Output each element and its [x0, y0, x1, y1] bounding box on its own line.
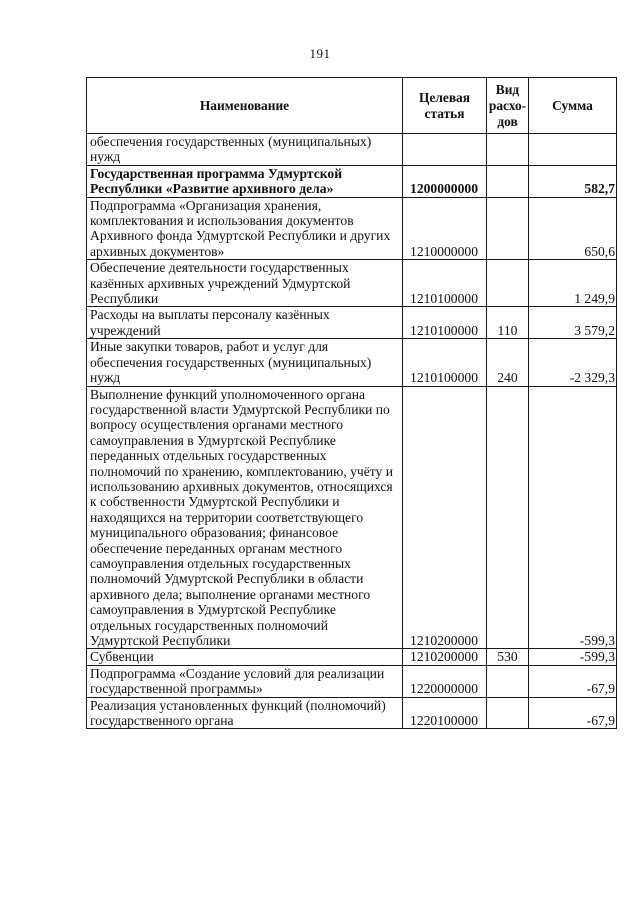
row-code: 1210000000	[403, 197, 487, 260]
row-type	[487, 697, 529, 729]
row-code: 1200000000	[403, 165, 487, 197]
table-row	[87, 260, 617, 307]
row-code	[403, 134, 487, 166]
header-type: Вид расхо-дов	[487, 78, 529, 134]
row-sum: 1 249,9	[529, 260, 617, 307]
row-sum: -67,9	[529, 697, 617, 729]
table-row	[87, 339, 617, 386]
row-sum: -2 329,3	[529, 339, 617, 386]
table-header	[87, 78, 617, 134]
row-name: Расходы на выплаты персоналу казённых учреждений	[87, 307, 403, 339]
row-code: 1210100000	[403, 260, 487, 307]
row-code: 1210200000	[403, 386, 487, 649]
row-name: Подпрограмма «Организация хранения, комплектования и использования документов Архивного фонда Удмуртской Республики и других архивных документов»	[87, 197, 403, 260]
row-sum: 582,7	[529, 165, 617, 197]
row-name: Государственная программа Удмуртской Республики «Развитие архивного дела»	[87, 165, 403, 197]
row-name: Иные закупки товаров, работ и услуг для обеспечения государственных (муниципальных) нужд	[87, 339, 403, 386]
page-number: 191	[309, 46, 331, 61]
row-type: 110	[487, 307, 529, 339]
header-code: Целевая статья	[403, 78, 487, 134]
table-row	[87, 197, 617, 260]
row-code: 1210200000	[403, 649, 487, 665]
table-row	[87, 665, 617, 697]
row-name: Реализация установленных функций (полномочий) государственного органа	[87, 697, 403, 729]
row-code: 1220100000	[403, 697, 487, 729]
row-sum: -599,3	[529, 649, 617, 665]
row-code: 1220000000	[403, 665, 487, 697]
table-row	[87, 386, 617, 649]
header-row	[87, 78, 617, 134]
row-type	[487, 665, 529, 697]
row-name: Обеспечение деятельности государственных казённых архивных учреждений Удмуртской Республики	[87, 260, 403, 307]
row-name: Субвенции	[87, 649, 403, 665]
row-sum: 650,6	[529, 197, 617, 260]
row-type	[487, 134, 529, 166]
row-type: 530	[487, 649, 529, 665]
row-sum: -67,9	[529, 665, 617, 697]
row-name: Выполнение функций уполномоченного органа государственной власти Удмуртской Республики по вопросу осуществления органами местного самоуправления в Удмуртской Республике переданных отдельных государственных полномочий по хранению, комплектованию, учёту и использованию архивных документов, относящихся к собственности Удмуртской Республики и находящихся на территории соответствующего муниципального образования; финансовое обеспечение переданных органам местного самоуправления отдельных государственных полномочий Удмуртской Республики в области архивного дела; выполнение органами местного самоуправления в Удмуртской Республике отдельных государственных полномочий Удмуртской Республики	[87, 386, 403, 649]
row-sum: 3 579,2	[529, 307, 617, 339]
header-sum: Сумма	[529, 78, 617, 134]
table-row	[87, 307, 617, 339]
row-name: обеспечения государственных (муниципальных) нужд	[87, 134, 403, 166]
row-sum	[529, 134, 617, 166]
row-sum: -599,3	[529, 386, 617, 649]
table-row	[87, 134, 617, 166]
table-row	[87, 649, 617, 665]
table-body	[87, 134, 617, 729]
row-code: 1210100000	[403, 339, 487, 386]
row-type	[487, 197, 529, 260]
table-row	[87, 697, 617, 729]
table-row	[87, 165, 617, 197]
row-type	[487, 386, 529, 649]
row-type: 240	[487, 339, 529, 386]
row-type	[487, 260, 529, 307]
budget-table	[86, 77, 617, 729]
row-code: 1210100000	[403, 307, 487, 339]
header-name: Наименование	[87, 78, 403, 134]
row-type	[487, 165, 529, 197]
row-name: Подпрограмма «Создание условий для реализации государственной программы»	[87, 665, 403, 697]
